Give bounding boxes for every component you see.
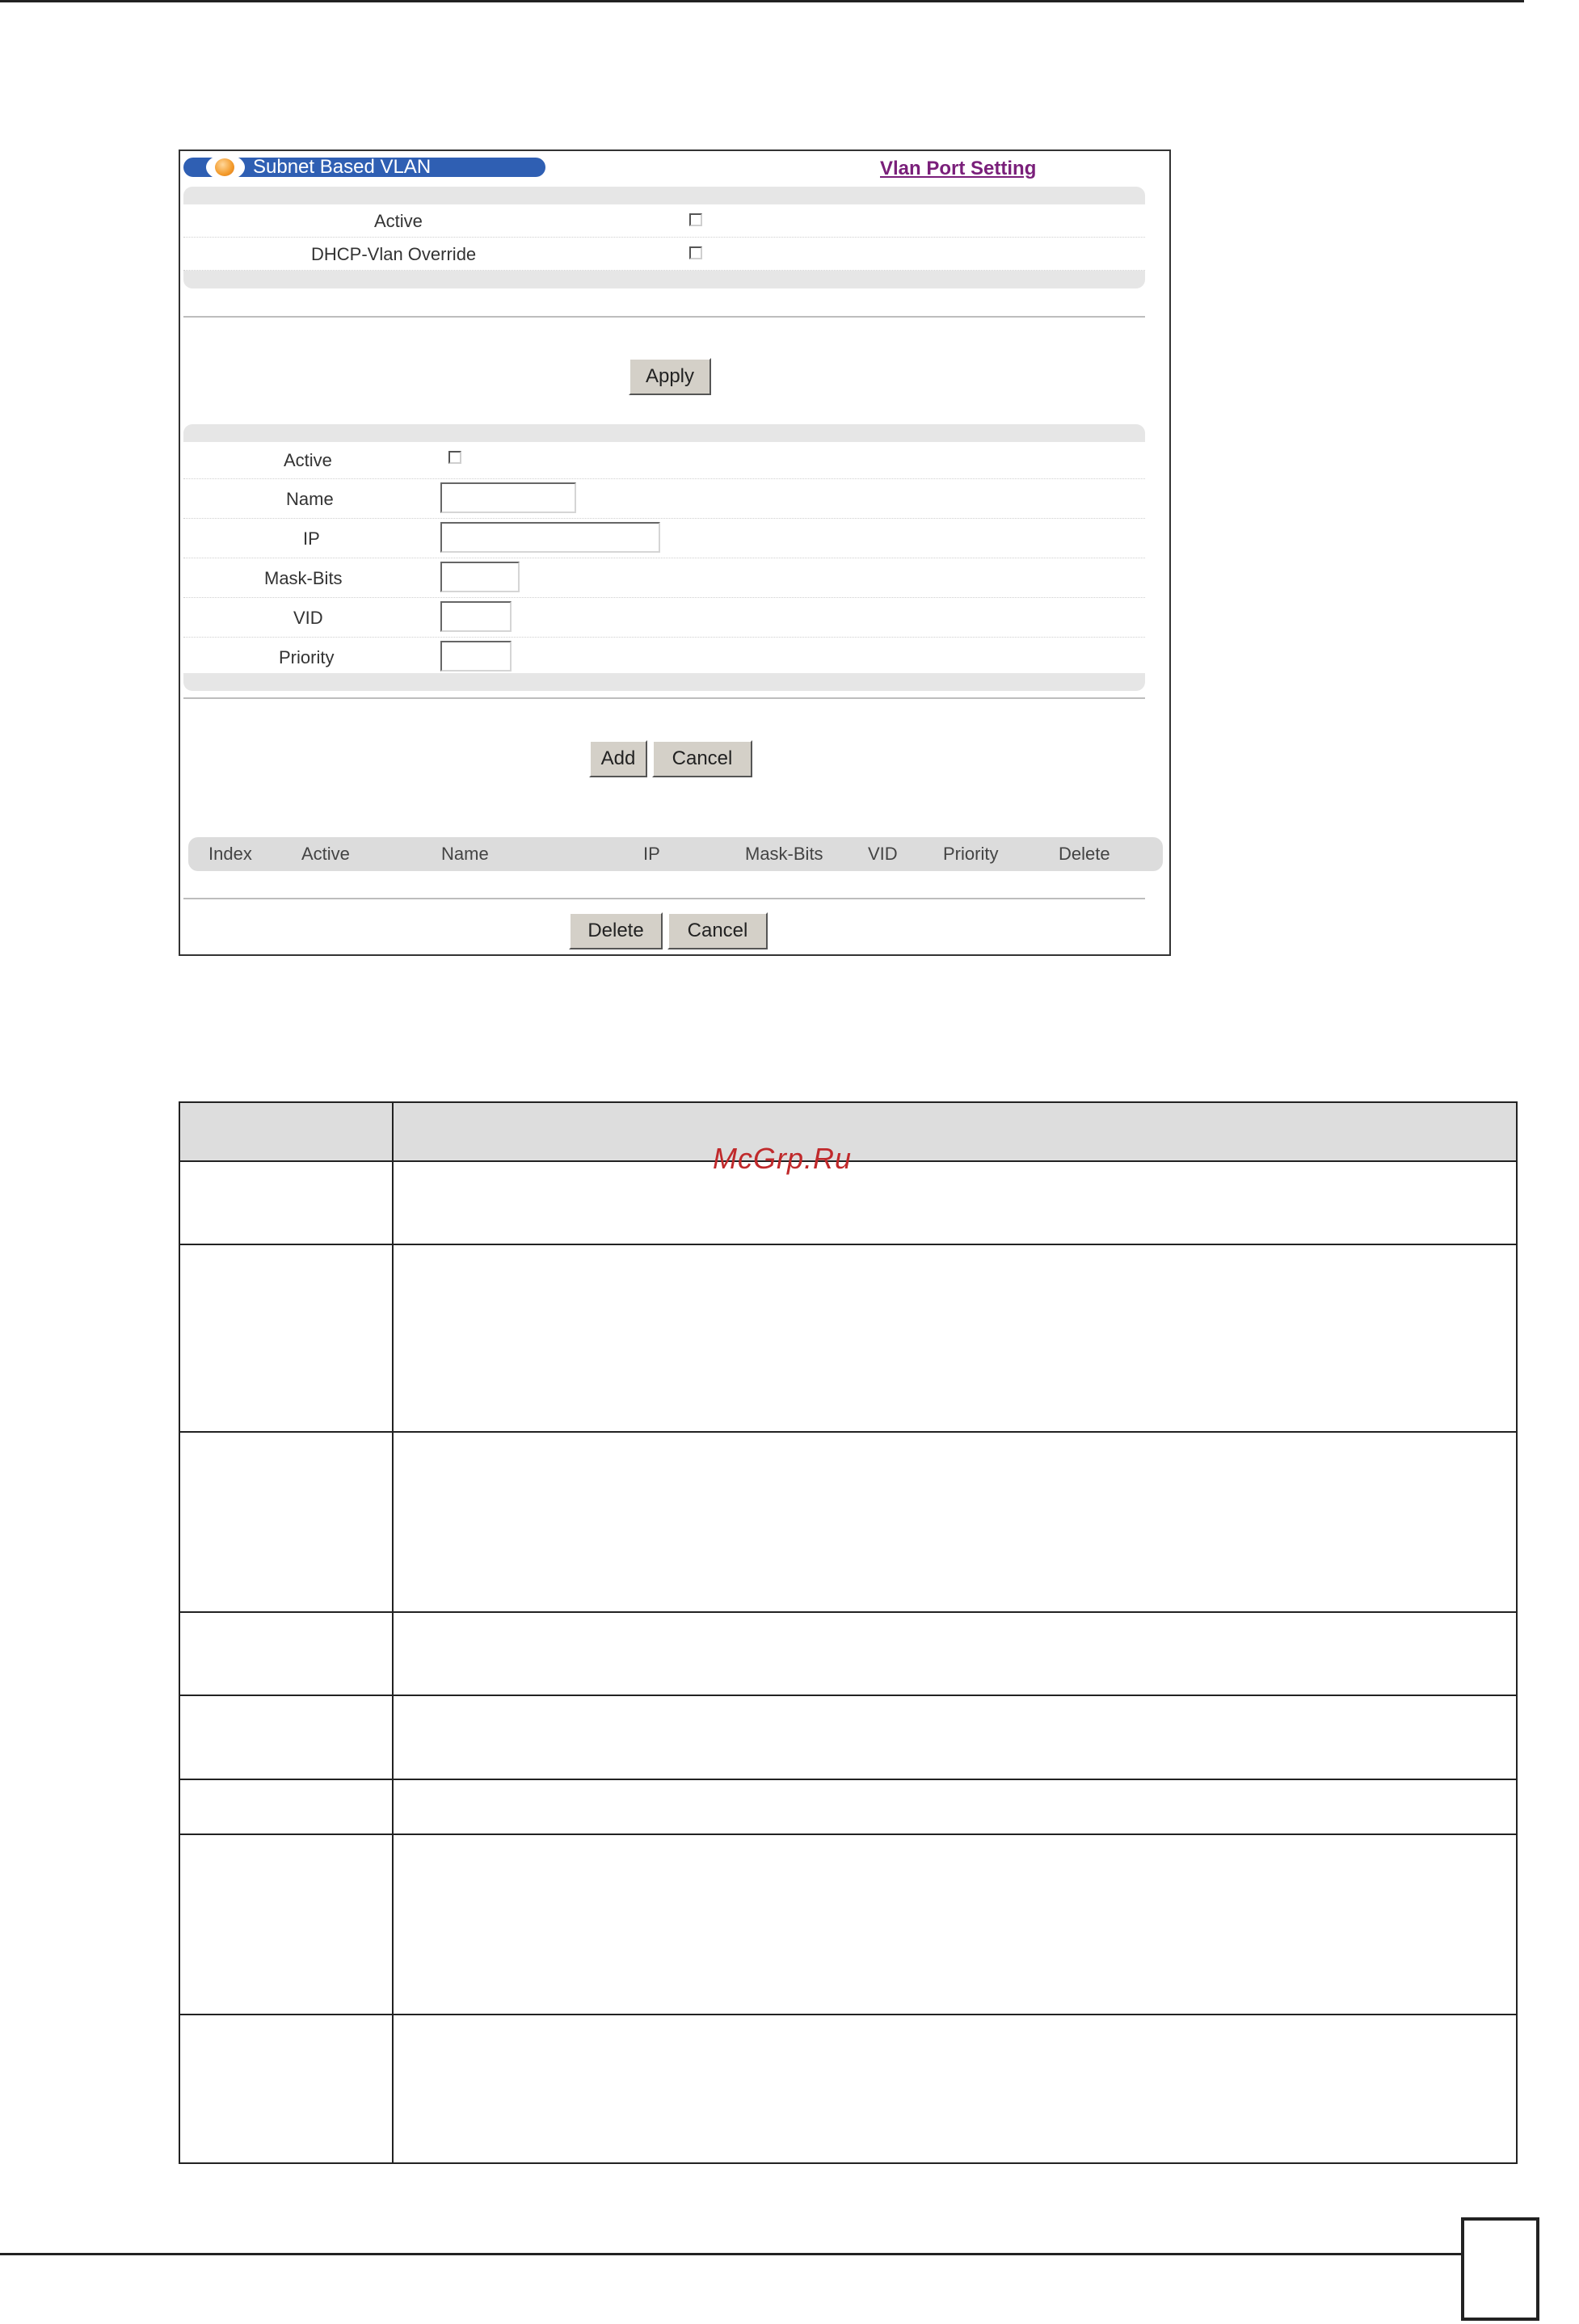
row-divider <box>180 2014 1516 2015</box>
separator <box>183 697 1145 699</box>
row-divider <box>180 1834 1516 1835</box>
col-active: Active <box>301 844 350 864</box>
page-title: Subnet Based VLAN <box>253 156 432 178</box>
form-mask-row <box>183 558 1145 598</box>
col-vid: VID <box>868 844 898 864</box>
form-mask-label: Mask-Bits <box>264 568 343 588</box>
orange-ball-icon <box>206 154 245 180</box>
col-name: Name <box>441 844 489 864</box>
subnet-vlan-screen <box>179 149 1171 956</box>
mask-bits-input[interactable] <box>440 562 520 592</box>
watermark-text: McGrp.Ru <box>713 1142 853 1175</box>
form-priority-row <box>183 638 1145 673</box>
form-active-label: Active <box>284 450 332 470</box>
form-vid-row <box>183 598 1145 638</box>
global-active-checkbox[interactable] <box>689 213 702 226</box>
form-name-row <box>183 479 1145 519</box>
dhcp-override-row <box>183 238 1145 271</box>
col-mask-bits: Mask-Bits <box>745 844 823 864</box>
row-divider <box>180 1611 1516 1613</box>
col-ip: IP <box>643 844 660 864</box>
separator <box>183 898 1145 899</box>
cancel-button[interactable]: Cancel <box>652 740 752 777</box>
dhcp-override-label: DHCP-Vlan Override <box>311 244 477 264</box>
dhcp-override-checkbox[interactable] <box>689 246 702 259</box>
add-button[interactable]: Add <box>589 740 647 777</box>
col-priority: Priority <box>943 844 999 864</box>
bottom-rule <box>0 2253 1461 2255</box>
vid-input[interactable] <box>440 601 512 632</box>
column-divider <box>392 1103 394 2162</box>
delete-button[interactable]: Delete <box>569 912 663 949</box>
form-vid-label: VID <box>293 608 323 628</box>
page-number-box <box>1461 2217 1539 2321</box>
form-band-top <box>183 424 1145 442</box>
global-active-row <box>183 204 1145 238</box>
form-active-checkbox[interactable] <box>448 451 461 464</box>
field-description-table <box>179 1101 1518 2164</box>
title-bar <box>183 158 545 177</box>
form-priority-label: Priority <box>279 647 335 667</box>
apply-button[interactable]: Apply <box>629 358 711 395</box>
ip-input[interactable] <box>440 522 660 553</box>
global-band-top <box>183 187 1145 204</box>
priority-input[interactable] <box>440 641 512 672</box>
form-name-label: Name <box>286 489 334 509</box>
table-header <box>188 837 1163 871</box>
global-active-label: Active <box>374 211 423 231</box>
vlan-port-setting-link[interactable]: Vlan Port Setting <box>880 158 1037 179</box>
top-rule <box>0 0 1524 2</box>
form-ip-label: IP <box>303 528 320 549</box>
separator <box>183 316 1145 318</box>
form-active-row <box>183 442 1145 479</box>
row-divider <box>180 1695 1516 1696</box>
row-divider <box>180 1244 1516 1245</box>
cancel-delete-button[interactable]: Cancel <box>667 912 768 949</box>
col-delete: Delete <box>1059 844 1110 864</box>
form-ip-row <box>183 519 1145 558</box>
col-index: Index <box>208 844 252 864</box>
row-divider <box>180 1431 1516 1433</box>
form-band-bottom <box>183 673 1145 691</box>
global-band-bottom <box>183 271 1145 288</box>
name-input[interactable] <box>440 482 576 513</box>
row-divider <box>180 1779 1516 1780</box>
